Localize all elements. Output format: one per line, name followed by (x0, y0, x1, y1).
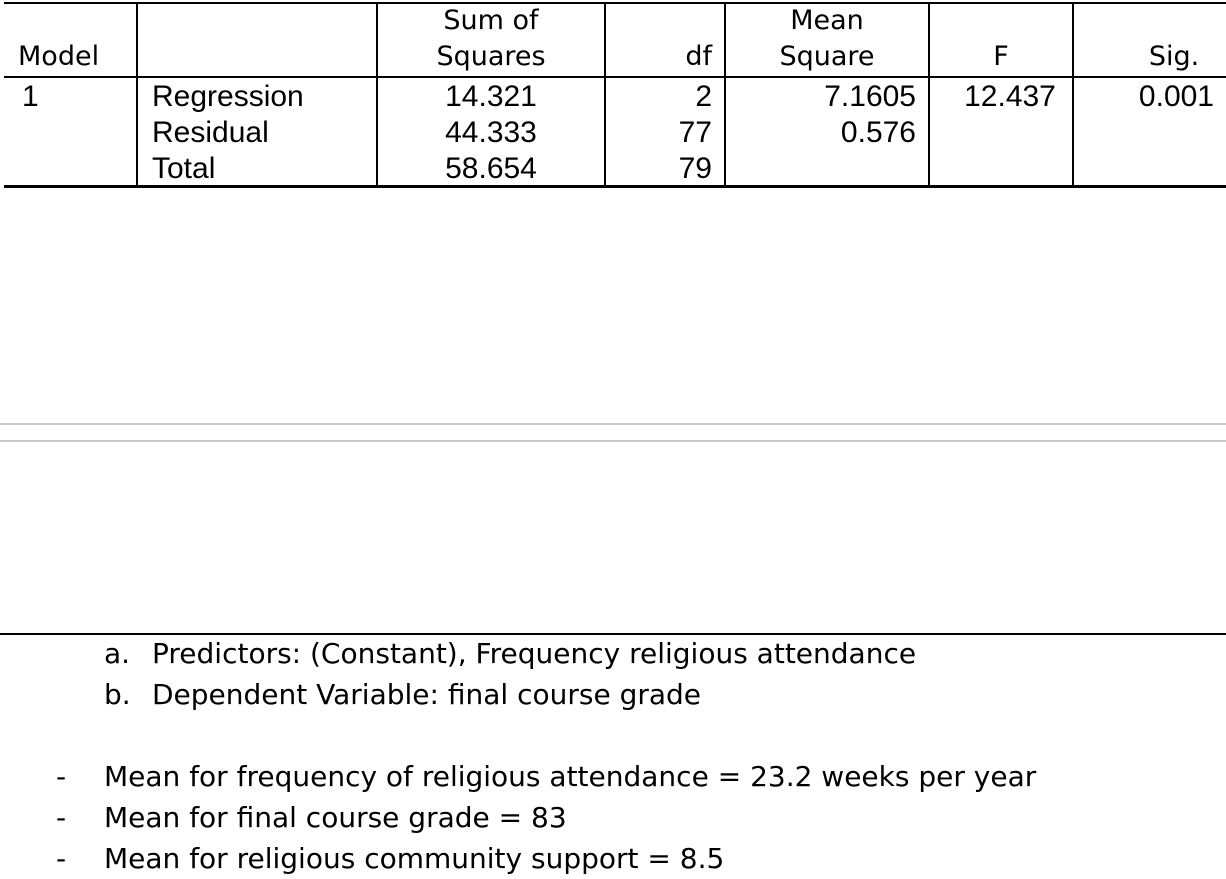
header-model: Model (18, 41, 100, 72)
anova-table (4, 2, 1226, 188)
model-number: 1 (22, 80, 39, 113)
dash-bullet: - (56, 801, 67, 834)
cell-sig: 0.001 (1138, 80, 1214, 113)
cell-sum-of-squares: 58.654 (445, 152, 537, 185)
row-source-residual: Residual (152, 116, 269, 149)
table-top-border (4, 2, 1226, 4)
header-mean-square-line2: Square (779, 41, 875, 72)
cell-df: 77 (678, 116, 712, 149)
footnote-marker: a. (104, 637, 131, 670)
footnote-text: Predictors: (Constant), Frequency religious attendance (152, 637, 917, 670)
list-item-text: Mean for final course grade = 83 (104, 801, 567, 834)
header-df: df (685, 41, 712, 72)
footnote-text: Dependent Variable: final course grade (152, 678, 702, 711)
header-f: F (993, 41, 1009, 72)
header-sig: Sig. (1148, 41, 1200, 72)
footnote-marker: b. (104, 678, 131, 711)
cell-f: 12.437 (964, 80, 1056, 113)
page-break-line (0, 423, 1226, 425)
dash-bullet: - (56, 842, 67, 875)
header-sum-of-squares-line1: Sum of (443, 5, 539, 36)
cell-sum-of-squares: 14.321 (445, 80, 537, 113)
cell-sum-of-squares: 44.333 (445, 116, 537, 149)
dash-bullet: - (56, 760, 67, 793)
header-mean-square-line1: Mean (790, 5, 864, 36)
page-break-line (0, 440, 1226, 442)
header-sum-of-squares-line2: Squares (436, 41, 546, 72)
cell-mean-square: 0.576 (840, 116, 916, 149)
list-item-text: Mean for frequency of religious attendance = 23.2 weeks per year (104, 760, 1037, 793)
header-divider (4, 76, 1226, 78)
cell-df: 79 (678, 152, 712, 185)
cell-df: 2 (695, 80, 712, 113)
row-source-regression: Regression (152, 80, 304, 113)
column-divider (136, 2, 138, 188)
cell-mean-square: 7.1605 (824, 80, 916, 113)
list-item-text: Mean for religious community support = 8.5 (104, 842, 725, 875)
row-source-total: Total (152, 152, 216, 185)
